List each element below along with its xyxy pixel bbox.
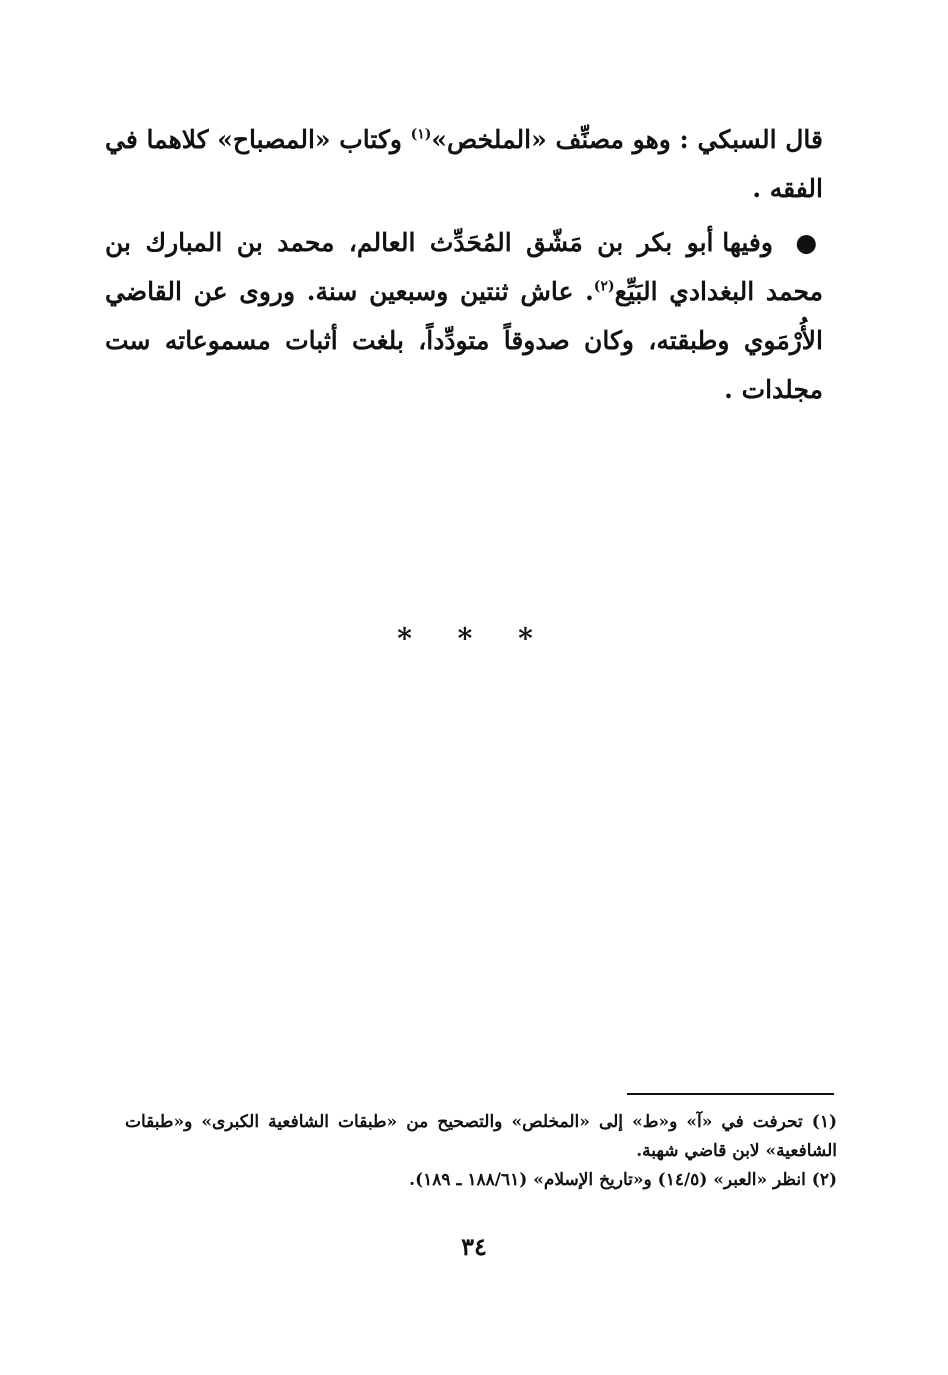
- paragraph-1-text: قال السبكي : وهو مصنِّف «الملخص»: [431, 125, 823, 154]
- paragraph-2: [105, 218, 823, 414]
- paragraph-1-rest: وكتاب «المصباح» كلاهما في الفقه .: [105, 125, 823, 203]
- footnotes: [125, 1108, 837, 1195]
- page-number: ٣٤: [461, 1232, 487, 1261]
- footnote-2: (٢) انظر «العبر» (١٤/٥) و«تاريخ الإسلام» (١٨٨/٦١ ـ ١٨٩).: [409, 1170, 837, 1190]
- paragraph-2-text: وفيها أبو بكر بن مَشّق المُحَدِّث العالم، محمد بن المبارك بن محمد البغدادي البَيِّع: [105, 228, 824, 306]
- section-separator: * * *: [397, 622, 551, 655]
- paragraph-1: [105, 115, 823, 213]
- footnote-1: (١) تحرفت في «آ» و«ط» إلى «المخلص» والتصحيح من «طبقات الشافعية الكبرى» و«طبقات الشافعية» لابن قاضي شهبة.: [125, 1112, 837, 1161]
- footnote-divider: [627, 1093, 834, 1095]
- footnote-ref-1: (١): [410, 126, 432, 143]
- paragraph-2-rest: . عاش ثنتين وسبعين سنة. وروى عن القاضي الأُرْمَوي وطبقته، وكان صدوقاً متودِّداً، بلغت أثبات مسموعاته ست مجلدات .: [105, 277, 823, 404]
- bullet-icon: ●: [795, 228, 823, 257]
- footnote-ref-2: (٢): [593, 278, 615, 295]
